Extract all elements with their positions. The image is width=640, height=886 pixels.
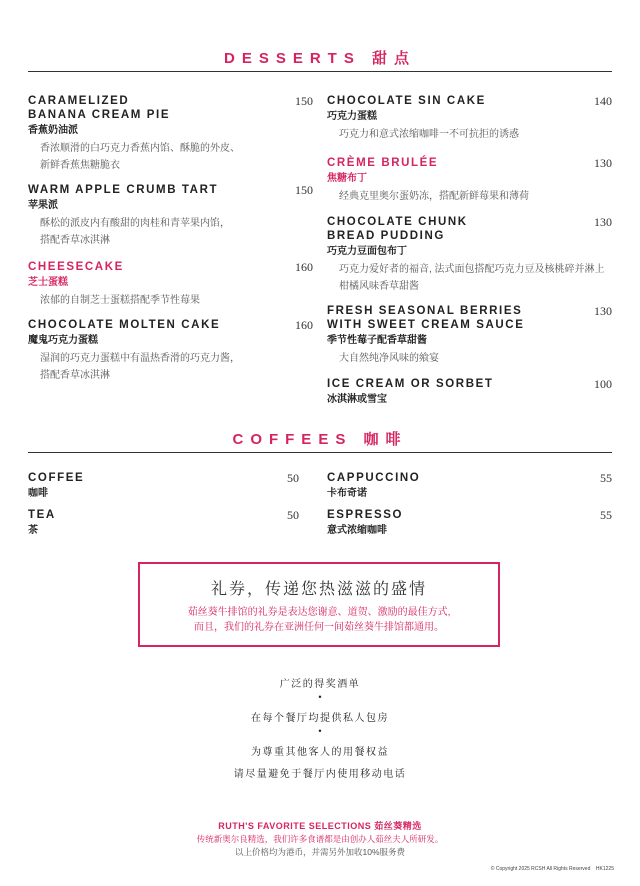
- item-price: 130: [594, 304, 612, 318]
- item-name-cn: 意式浓缩咖啡: [327, 525, 387, 536]
- item-description: 湿润的巧克力蛋糕中有温热香滑的巧克力酱， 搭配香草冰淇淋: [40, 353, 240, 381]
- item-name: CRÈME BRULÉE: [327, 157, 439, 169]
- gift-line: 茹丝葵牛排馆的礼券是表达您谢意、道贺、激励的最佳方式,: [187, 607, 451, 618]
- gift-line: 而且，我们的礼券在亚洲任何一间茹丝葵牛排馆都通用。: [194, 622, 444, 633]
- item-name: ESPRESSO: [327, 509, 404, 521]
- item-name-cn: 焦糖布丁: [327, 173, 367, 184]
- item-name-cn: 季节性莓子配香草甜酱: [327, 335, 427, 346]
- bullet: •: [318, 726, 322, 736]
- item-price: 50: [287, 508, 299, 522]
- desserts-title: DESSERTS 甜点: [223, 50, 417, 67]
- item-name-cn: 茶: [28, 525, 38, 536]
- item-price: 55: [600, 471, 612, 485]
- item-price: 130: [594, 156, 612, 170]
- item-name: ICE CREAM OR SORBET: [327, 378, 494, 390]
- menu-item: [327, 508, 612, 537]
- item-name-cn: 冰淇淋或雪宝: [327, 394, 387, 405]
- item-price: 160: [295, 260, 313, 274]
- footer: [491, 866, 614, 872]
- item-description: 大自然纯净风味的飨宴: [339, 353, 439, 364]
- menu-item: [28, 508, 299, 537]
- private-rooms-text: 在每个餐厅均提供私人包房: [251, 713, 389, 724]
- menu-item: [327, 377, 612, 406]
- menu-item: [28, 471, 299, 500]
- item-name: CHEESECAKE: [28, 261, 124, 273]
- item-name: CHOCOLATE MOLTEN CAKE: [28, 319, 221, 331]
- item-price: 100: [594, 377, 612, 391]
- item-name-cn: 巧克力蛋糕: [327, 111, 377, 122]
- document-code: HK1225: [595, 866, 614, 872]
- item-name-cn: 卡布奇诺: [327, 488, 367, 499]
- gift-certificate-box: [138, 562, 500, 647]
- item-name-cn: 魔鬼巧克力蛋糕: [28, 335, 98, 346]
- item-name: TEA: [28, 509, 56, 521]
- item-name: CARAMELIZED BANANA CREAM PIE: [28, 95, 171, 121]
- item-price: 130: [594, 215, 612, 229]
- item-name: CHOCOLATE CHUNK BREAD PUDDING: [327, 216, 468, 242]
- item-price: 50: [287, 471, 299, 485]
- menu-item: [28, 94, 313, 174]
- respect-text: 为尊重其他客人的用餐权益: [251, 747, 389, 758]
- item-name-cn: 苹果派: [28, 200, 58, 211]
- gift-title: 礼券，传递您热滋滋的盛情: [210, 581, 427, 598]
- item-name-cn: 咖啡: [28, 488, 48, 499]
- coffees-title: COFFEES 咖啡: [232, 431, 408, 448]
- phone-notice-text: 请尽量避免于餐厅内使用移动电话: [233, 769, 407, 780]
- favorites-note: 传统新奥尔良精选，我们许多食谱都是由创办人茹丝夫人所研发。: [196, 834, 444, 844]
- menu-item: [327, 156, 612, 205]
- menu-item: [28, 183, 313, 249]
- menu-item: [327, 304, 612, 367]
- menu-item: [327, 471, 612, 500]
- item-name-cn: 巧克力豆面包布丁: [327, 246, 407, 257]
- copyright-text: © Copyright 2025 RCSH All Rights Reserved: [490, 866, 591, 872]
- item-name: CHOCOLATE SIN CAKE: [327, 95, 486, 107]
- item-name: COFFEE: [28, 472, 85, 484]
- item-price: 150: [295, 183, 313, 197]
- item-price: 55: [600, 508, 612, 522]
- item-name: CAPPUCCINO: [327, 472, 421, 484]
- menu-item: [28, 318, 313, 384]
- item-price: 150: [295, 94, 313, 108]
- item-description: 经典克里奥尔蛋奶冻，搭配新鲜莓果和薄荷: [339, 191, 529, 202]
- menu-item: [327, 94, 612, 143]
- menu-item: [28, 260, 313, 309]
- item-description: 巧克力爱好者的福音, 法式面包搭配巧克力豆及核桃碎并淋上 柑橘风味香草甜酱: [339, 264, 605, 292]
- item-price: 160: [295, 318, 313, 332]
- favorites-title: RUTH'S FAVORITE SELECTIONS 茹丝葵精选: [218, 821, 422, 831]
- bullet: •: [318, 692, 322, 702]
- item-description: 香浓顺滑的白巧克力香蕉内馅、酥脆的外皮、 新鲜香蕉焦糖脆衣: [40, 143, 240, 171]
- item-name: FRESH SEASONAL BERRIES WITH SWEET CREAM SAUCE: [327, 305, 525, 331]
- coffees-divider: [28, 452, 612, 453]
- item-name: WARM APPLE CRUMB TART: [28, 184, 219, 196]
- item-price: 140: [594, 94, 612, 108]
- wine-list-text: 广泛的得奖酒单: [279, 679, 361, 690]
- item-description: 巧克力和意式浓缩咖啡一不可抗拒的诱惑: [339, 129, 519, 140]
- item-name-cn: 芝士蛋糕: [28, 277, 68, 288]
- item-name-cn: 香蕉奶油派: [28, 125, 78, 136]
- desserts-divider: [28, 71, 612, 72]
- menu-item: [327, 215, 612, 295]
- price-note: 以上价格均为港币，并需另外加收10%服务费: [234, 847, 405, 857]
- item-description: 浓郁的自制芝士蛋糕搭配季节性莓果: [40, 295, 200, 306]
- item-description: 酥松的派皮内有酸甜的肉桂和青苹果内馅， 搭配香草冰淇淋: [40, 218, 230, 246]
